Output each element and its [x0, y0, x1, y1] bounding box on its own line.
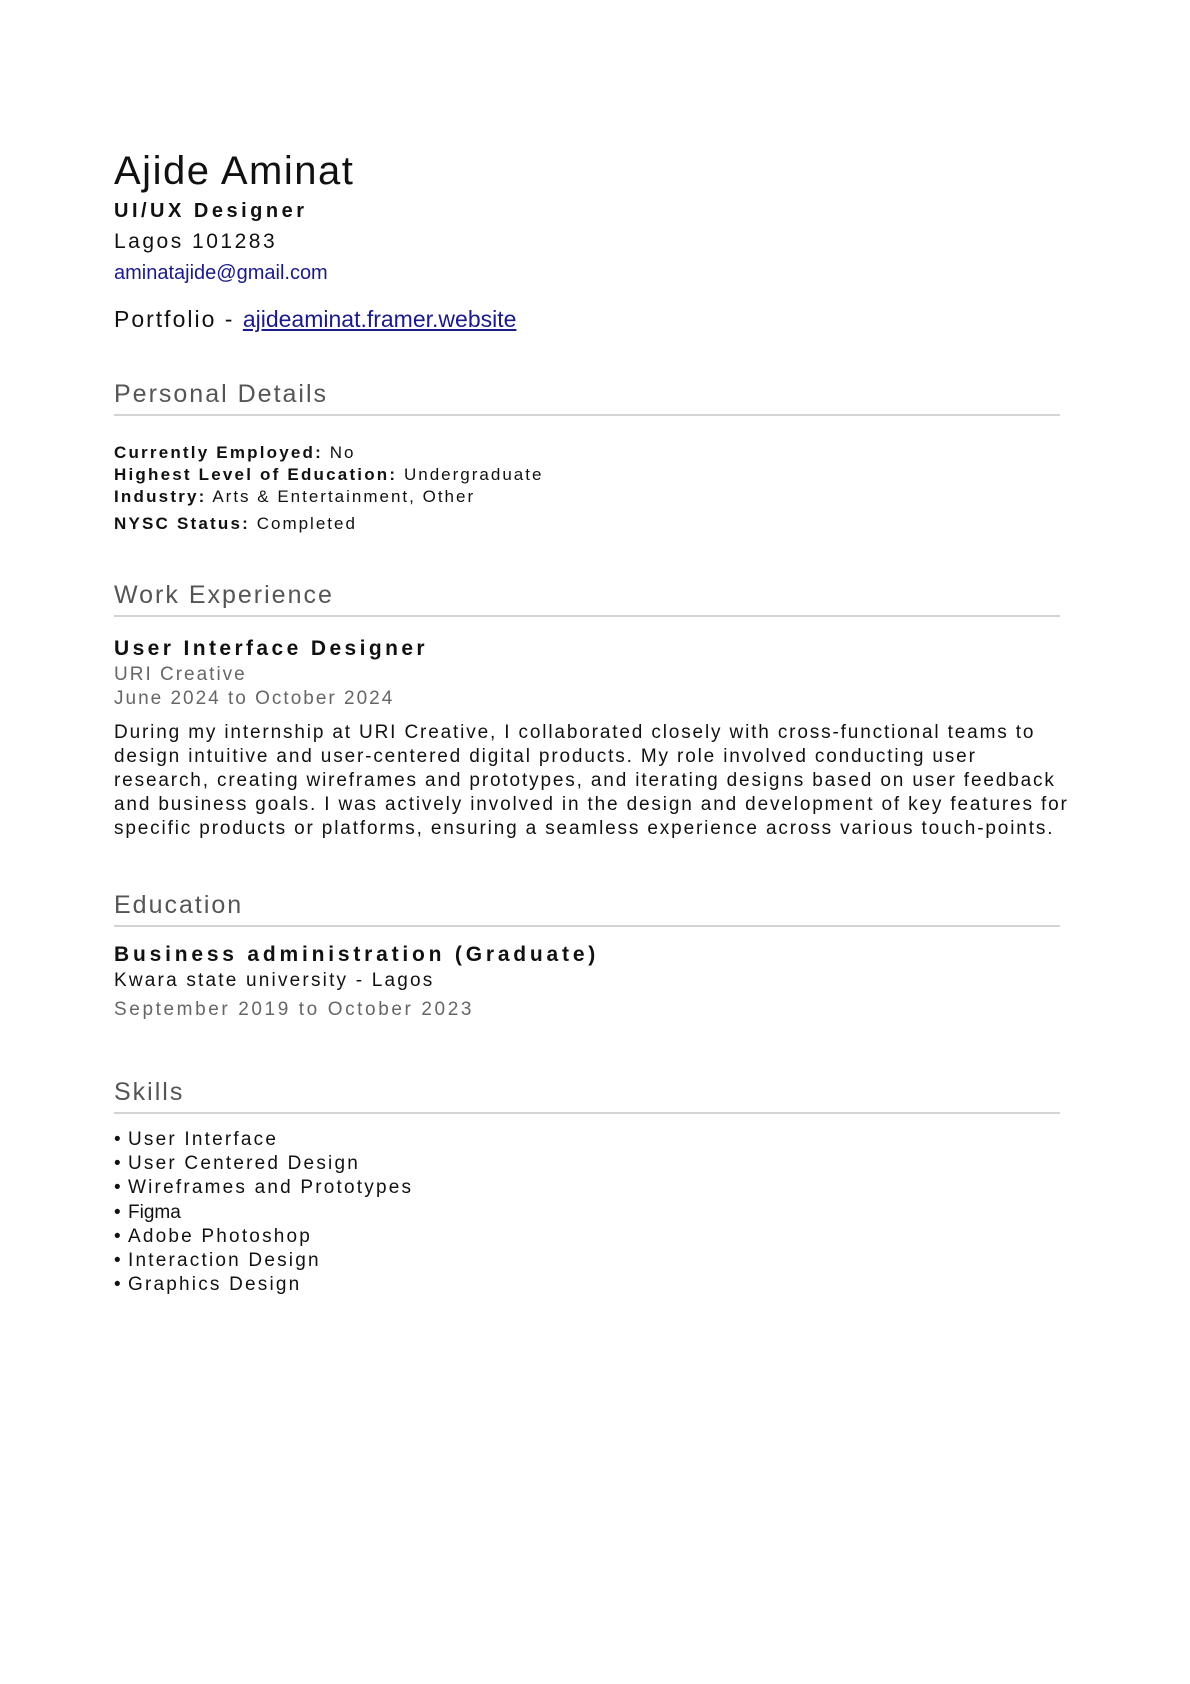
portfolio-label: Portfolio - — [114, 306, 243, 332]
detail-value: Undergraduate — [397, 465, 544, 484]
education-degree: Business administration (Graduate) — [114, 943, 600, 966]
detail-key: Highest Level of Education: — [114, 465, 398, 484]
skill-item: • Wireframes and Prototypes — [114, 1176, 1060, 1200]
candidate-role: UI/UX Designer — [114, 200, 308, 222]
job-description: During my internship at URI Creative, I collaborated closely with cross-functional teams to design intuitive and user-centered digital products. My role involved conducting user research, creating wireframes and prototypes, and iterating designs based on user feedback and business goals. I was actively involved in the design and development of key features for specific products or platforms, ensuring a seamless experience across various touch-points. — [114, 722, 1069, 839]
detail-key: NYSC Status: — [114, 514, 250, 533]
detail-row-industry — [114, 486, 1060, 508]
candidate-name: Ajide Aminat — [114, 149, 355, 193]
job-company: URI Creative — [114, 664, 247, 685]
section-title-work-experience: Work Experience — [114, 579, 1060, 617]
candidate-location: Lagos 101283 — [114, 230, 278, 253]
detail-key: Currently Employed: — [114, 443, 323, 462]
education-dates: September 2019 to October 2023 — [114, 999, 475, 1020]
section-title-skills: Skills — [114, 1076, 1060, 1114]
job-title: User Interface Designer — [114, 637, 428, 660]
skill-item: • Figma — [114, 1201, 1060, 1225]
resume-content — [114, 146, 1069, 1297]
detail-row-nysc-status — [114, 513, 1060, 535]
skill-item: • User Interface — [114, 1128, 1060, 1152]
skill-item: • Graphics Design — [114, 1273, 1060, 1297]
personal-details — [114, 442, 1060, 535]
skill-item: • User Centered Design — [114, 1152, 1060, 1176]
skill-item: • Interaction Design — [114, 1249, 1060, 1273]
portfolio-link[interactable]: ajideaminat.framer.website — [242, 306, 517, 332]
section-title-personal-details: Personal Details — [114, 378, 1060, 416]
skill-item: • Adobe Photoshop — [114, 1225, 1060, 1249]
detail-row-education-level — [114, 464, 1060, 486]
detail-value: Completed — [249, 514, 357, 533]
portfolio-line — [114, 302, 1060, 336]
detail-value: Arts & Entertainment, Other — [206, 487, 476, 506]
education-school: Kwara state university - Lagos — [114, 970, 435, 991]
detail-row-currently-employed — [114, 442, 1060, 464]
detail-value: No — [323, 443, 356, 462]
job-dates: June 2024 to October 2024 — [114, 688, 395, 709]
detail-key: Industry: — [114, 487, 207, 506]
skills-list — [114, 1128, 1060, 1297]
section-title-education: Education — [114, 889, 1060, 927]
email-link[interactable]: aminatajide@gmail.com — [114, 262, 328, 284]
